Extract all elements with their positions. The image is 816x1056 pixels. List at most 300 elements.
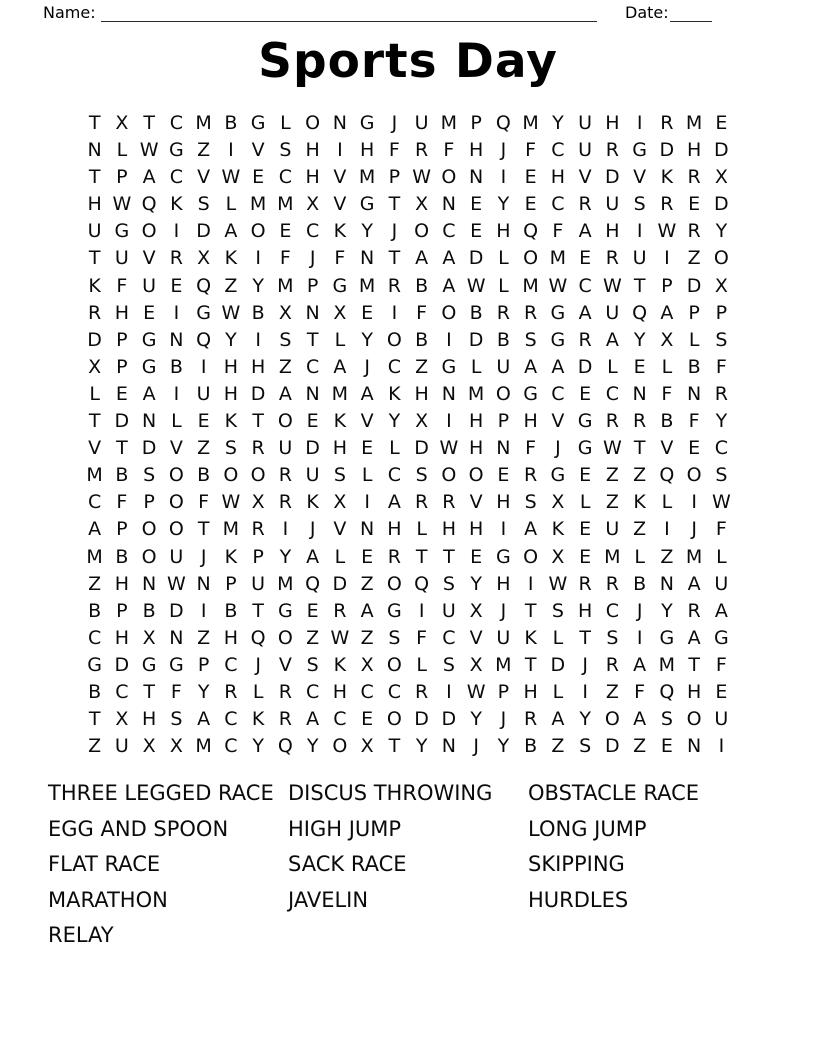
grid-cell: R bbox=[224, 680, 238, 703]
name-label: Name: bbox=[43, 3, 96, 22]
grid-cell: A bbox=[197, 708, 211, 731]
grid-cell: E bbox=[579, 464, 592, 487]
grid-cell: H bbox=[441, 518, 457, 541]
grid-cell: A bbox=[687, 572, 701, 595]
grid-cell: Z bbox=[605, 464, 619, 487]
grid-cell: B bbox=[469, 301, 483, 324]
grid-cell: P bbox=[116, 166, 128, 189]
grid-cell: Y bbox=[715, 410, 728, 433]
grid-cell: X bbox=[714, 166, 728, 189]
grid-cell: O bbox=[441, 301, 457, 324]
grid-cell: C bbox=[305, 355, 320, 378]
grid-cell: P bbox=[470, 112, 482, 134]
grid-cell: I bbox=[582, 680, 588, 703]
grid-cell: N bbox=[142, 572, 157, 595]
grid-cell: O bbox=[386, 653, 402, 676]
grid-cell: D bbox=[87, 328, 102, 351]
grid-cell: L bbox=[552, 680, 564, 703]
grid-cell: E bbox=[197, 410, 210, 433]
grid-cell: T bbox=[524, 653, 537, 676]
grid-cell: F bbox=[416, 301, 428, 324]
grid-cell: M bbox=[86, 545, 103, 568]
grid-cell: A bbox=[605, 328, 619, 351]
grid-cell: R bbox=[687, 166, 701, 189]
grid-cell: O bbox=[468, 464, 484, 487]
grid-cell: S bbox=[579, 735, 592, 758]
grid-cell: Y bbox=[415, 735, 428, 758]
grid-cell: B bbox=[197, 464, 211, 487]
grid-cell: Z bbox=[415, 355, 429, 378]
grid-cell: I bbox=[636, 626, 643, 649]
grid-cell: A bbox=[524, 355, 538, 378]
grid-cell: X bbox=[251, 491, 265, 514]
grid-cell: Y bbox=[715, 220, 728, 243]
grid-cell: N bbox=[360, 247, 375, 270]
grid-cell: S bbox=[660, 708, 673, 731]
grid-cell: V bbox=[169, 437, 183, 460]
grid-cell: I bbox=[636, 220, 643, 243]
grid-cell: J bbox=[309, 518, 316, 541]
grid-cell: A bbox=[442, 247, 456, 270]
grid-cell: P bbox=[225, 572, 237, 595]
grid-cell: K bbox=[388, 382, 401, 405]
grid-cell: Z bbox=[278, 355, 292, 378]
grid-cell: I bbox=[664, 247, 670, 270]
grid-cell: A bbox=[278, 382, 292, 405]
grid-cell: R bbox=[687, 599, 701, 622]
grid-cell: N bbox=[441, 193, 456, 216]
grid-cell: H bbox=[468, 410, 484, 433]
grid-cell: V bbox=[360, 410, 374, 433]
grid-cell: I bbox=[418, 599, 425, 622]
grid-cell: V bbox=[333, 193, 347, 216]
grid-cell: C bbox=[278, 166, 293, 189]
grid-cell: O bbox=[441, 464, 457, 487]
grid-row bbox=[81, 327, 735, 354]
grid-cell: W bbox=[139, 139, 159, 162]
grid-cell: G bbox=[577, 437, 593, 460]
grid-cell: O bbox=[277, 626, 293, 649]
grid-cell: R bbox=[633, 410, 647, 433]
grid-cell: F bbox=[525, 437, 537, 460]
grid-cell: D bbox=[714, 193, 729, 216]
grid-cell: I bbox=[391, 301, 398, 324]
grid-cell: J bbox=[473, 735, 479, 758]
grid-cell: E bbox=[524, 166, 537, 189]
grid-cell: M bbox=[277, 274, 294, 297]
grid-cell: I bbox=[527, 572, 534, 595]
grid-cell: V bbox=[551, 410, 565, 433]
grid-cell: B bbox=[115, 545, 129, 568]
grid-cell: A bbox=[524, 518, 538, 541]
grid-cell: I bbox=[664, 518, 670, 541]
grid-cell: E bbox=[715, 112, 728, 134]
grid-cell: I bbox=[173, 301, 180, 324]
grid-cell: P bbox=[497, 410, 510, 433]
grid-cell: D bbox=[250, 382, 266, 405]
grid-cell: X bbox=[197, 247, 211, 270]
grid-cell: P bbox=[388, 166, 401, 189]
grid-cell: Y bbox=[306, 735, 319, 758]
grid-cell: L bbox=[416, 653, 427, 676]
grid-cell: N bbox=[496, 437, 511, 460]
grid-cell: K bbox=[333, 410, 347, 433]
grid-row bbox=[81, 300, 735, 327]
grid-cell: C bbox=[442, 220, 456, 243]
grid-cell: W bbox=[602, 437, 622, 460]
grid-cell: R bbox=[415, 680, 429, 703]
grid-cell: L bbox=[225, 193, 237, 216]
grid-cell: X bbox=[415, 410, 429, 433]
grid-cell: L bbox=[389, 437, 400, 460]
grid-cell: Z bbox=[605, 491, 619, 514]
grid-cell: W bbox=[221, 491, 241, 514]
grid-cell: O bbox=[713, 247, 729, 270]
grid-cell: C bbox=[387, 680, 402, 703]
grid-cell: X bbox=[415, 193, 429, 216]
grid-cell: E bbox=[579, 518, 592, 541]
grid-cell: O bbox=[523, 545, 539, 568]
grid-cell: O bbox=[686, 708, 702, 731]
grid-cell: L bbox=[171, 410, 182, 433]
grid-cell: A bbox=[633, 708, 647, 731]
grid-cell: V bbox=[660, 437, 674, 460]
grid-cell: E bbox=[361, 301, 374, 324]
grid-cell: E bbox=[660, 735, 673, 758]
grid-cell: I bbox=[446, 410, 452, 433]
grid-cell: Y bbox=[579, 708, 591, 731]
grid-cell: Q bbox=[632, 301, 648, 324]
grid-cell: G bbox=[550, 464, 566, 487]
grid-cell: R bbox=[88, 301, 102, 324]
grid-cell: O bbox=[441, 166, 457, 189]
grid-cell: F bbox=[279, 247, 291, 270]
grid-cell: J bbox=[582, 653, 588, 676]
grid-cell: U bbox=[578, 112, 593, 134]
grid-cell: Z bbox=[88, 735, 102, 758]
grid-cell: H bbox=[496, 572, 511, 595]
grid-cell: T bbox=[88, 410, 101, 433]
grid-cell: I bbox=[718, 735, 725, 758]
grid-cell: A bbox=[142, 382, 156, 405]
grid-cell: G bbox=[359, 112, 375, 134]
grid-cell: D bbox=[441, 708, 457, 731]
grid-cell: T bbox=[388, 247, 401, 270]
grid-cell: E bbox=[306, 599, 319, 622]
grid-cell: L bbox=[280, 112, 291, 134]
grid-cell: M bbox=[222, 518, 240, 541]
grid-cell: A bbox=[714, 599, 728, 622]
grid-cell: Z bbox=[633, 735, 647, 758]
grid-cell: J bbox=[391, 220, 398, 243]
grid-cell: B bbox=[88, 680, 102, 703]
grid-cell: P bbox=[661, 274, 673, 297]
grid-cell: T bbox=[443, 545, 455, 568]
grid-cell: R bbox=[442, 491, 456, 514]
grid-cell: S bbox=[143, 464, 156, 487]
grid-cell: D bbox=[659, 139, 675, 162]
grid-cell: G bbox=[114, 220, 130, 243]
grid-row bbox=[81, 408, 735, 435]
grid-cell: E bbox=[470, 545, 483, 568]
grid-cell: S bbox=[551, 599, 564, 622]
grid-cell: U bbox=[114, 247, 129, 270]
grid-cell: I bbox=[200, 355, 207, 378]
grid-cell: D bbox=[114, 653, 130, 676]
grid-cell: P bbox=[306, 274, 319, 297]
grid-cell: C bbox=[387, 464, 402, 487]
grid-cell: F bbox=[443, 139, 455, 162]
grid-cell: W bbox=[221, 166, 241, 189]
grid-cell: C bbox=[305, 680, 320, 703]
grid-cell: Z bbox=[224, 274, 238, 297]
grid-cell: S bbox=[442, 653, 455, 676]
grid-cell: E bbox=[579, 247, 592, 270]
grid-cell: X bbox=[360, 653, 374, 676]
grid-cell: B bbox=[251, 301, 265, 324]
grid-cell: T bbox=[116, 437, 128, 460]
grid-cell: N bbox=[441, 382, 456, 405]
grid-cell: X bbox=[551, 491, 565, 514]
grid-cell: H bbox=[387, 518, 402, 541]
grid-cell: Y bbox=[361, 220, 373, 243]
grid-cell: G bbox=[550, 328, 566, 351]
grid-cell: B bbox=[224, 112, 238, 134]
grid-cell: K bbox=[660, 166, 674, 189]
grid-cell: R bbox=[387, 274, 401, 297]
grid-cell: H bbox=[332, 680, 348, 703]
grid-cell: J bbox=[500, 599, 507, 622]
grid-cell: U bbox=[114, 735, 129, 758]
grid-cell: M bbox=[604, 545, 621, 568]
word-list-item: MARATHON bbox=[48, 887, 168, 912]
grid-cell: H bbox=[605, 220, 620, 243]
word-list-item: THREE LEGGED RACE bbox=[48, 781, 274, 805]
grid-row bbox=[81, 164, 735, 191]
grid-cell: L bbox=[334, 545, 346, 568]
grid-cell: E bbox=[143, 301, 156, 324]
grid-cell: F bbox=[715, 518, 727, 541]
grid-cell: I bbox=[446, 328, 452, 351]
grid-cell: A bbox=[142, 166, 156, 189]
grid-cell: K bbox=[306, 491, 319, 514]
grid-cell: Z bbox=[360, 626, 374, 649]
grid-cell: C bbox=[551, 139, 565, 162]
grid-cell: A bbox=[360, 382, 374, 405]
grid-cell: M bbox=[195, 735, 212, 758]
grid-cell: X bbox=[306, 193, 320, 216]
grid-cell: A bbox=[306, 708, 320, 731]
grid-cell: P bbox=[116, 518, 128, 541]
grid-cell: P bbox=[116, 599, 128, 622]
grid-cell: F bbox=[661, 382, 673, 405]
grid-cell: J bbox=[200, 545, 207, 568]
grid-cell: I bbox=[636, 112, 643, 134]
grid-cell: V bbox=[88, 437, 102, 460]
grid-cell: A bbox=[306, 545, 320, 568]
grid-cell: L bbox=[607, 355, 618, 378]
grid-cell: H bbox=[605, 112, 620, 134]
grid-row bbox=[81, 137, 735, 164]
grid-cell: R bbox=[687, 220, 701, 243]
grid-cell: R bbox=[251, 437, 265, 460]
grid-cell: B bbox=[524, 735, 538, 758]
grid-cell: Y bbox=[252, 274, 264, 297]
grid-cell: E bbox=[470, 220, 483, 243]
grid-cell: Y bbox=[470, 572, 482, 595]
grid-cell: Y bbox=[470, 708, 482, 731]
grid-cell: Z bbox=[633, 518, 647, 541]
grid-cell: Z bbox=[360, 572, 374, 595]
grid-cell: R bbox=[578, 193, 592, 216]
grid-cell: T bbox=[688, 653, 700, 676]
grid-cell: I bbox=[500, 166, 507, 189]
grid-cell: A bbox=[687, 626, 701, 649]
grid-cell: C bbox=[605, 599, 620, 622]
grid-cell: N bbox=[142, 410, 157, 433]
grid-cell: A bbox=[551, 708, 565, 731]
grid-cell: O bbox=[386, 708, 402, 731]
grid-cell: U bbox=[496, 355, 511, 378]
grid-cell: G bbox=[659, 626, 675, 649]
grid-cell: N bbox=[632, 382, 647, 405]
grid-cell: E bbox=[579, 545, 592, 568]
grid-cell: S bbox=[715, 328, 728, 351]
grid-cell: K bbox=[333, 220, 347, 243]
grid-cell: P bbox=[143, 491, 155, 514]
grid-cell: D bbox=[468, 247, 484, 270]
grid-cell: H bbox=[223, 626, 239, 649]
grid-cell: A bbox=[224, 220, 238, 243]
grid-cell: E bbox=[688, 437, 701, 460]
grid-cell: C bbox=[360, 680, 374, 703]
grid-cell: Q bbox=[495, 112, 511, 134]
grid-cell: J bbox=[500, 139, 507, 162]
grid-cell: Q bbox=[659, 680, 675, 703]
grid-cell: B bbox=[115, 464, 129, 487]
grid-cell: C bbox=[578, 274, 592, 297]
grid-cell: G bbox=[577, 410, 593, 433]
grid-cell: I bbox=[446, 680, 452, 703]
grid-cell: F bbox=[116, 274, 128, 297]
grid-cell: R bbox=[605, 139, 619, 162]
grid-cell: T bbox=[633, 274, 646, 297]
grid-cell: N bbox=[305, 382, 320, 405]
grid-cell: W bbox=[166, 572, 186, 595]
grid-cell: Z bbox=[660, 545, 674, 568]
grid-cell: G bbox=[141, 355, 157, 378]
grid-cell: U bbox=[496, 626, 511, 649]
grid-cell: X bbox=[115, 708, 129, 731]
grid-cell: T bbox=[579, 626, 591, 649]
grid-cell: Y bbox=[361, 328, 373, 351]
grid-cell: W bbox=[112, 193, 132, 216]
grid-row bbox=[81, 571, 735, 598]
grid-cell: S bbox=[524, 491, 537, 514]
grid-cell: E bbox=[252, 166, 265, 189]
word-list-item: HIGH JUMP bbox=[288, 816, 402, 841]
grid-cell: U bbox=[605, 518, 620, 541]
grid-cell: O bbox=[414, 220, 430, 243]
grid-cell: Z bbox=[88, 572, 102, 595]
grid-cell: P bbox=[116, 328, 128, 351]
grid-cell: D bbox=[114, 410, 130, 433]
grid-cell: H bbox=[87, 193, 102, 216]
grid-cell: C bbox=[169, 112, 184, 134]
grid-cell: F bbox=[416, 626, 428, 649]
grid-cell: D bbox=[169, 599, 184, 622]
grid-cell: Y bbox=[497, 735, 510, 758]
grid-cell: F bbox=[388, 139, 400, 162]
grid-cell: W bbox=[548, 274, 568, 297]
grid-cell: L bbox=[416, 518, 427, 541]
grid-cell: G bbox=[441, 355, 457, 378]
grid-cell: X bbox=[551, 545, 565, 568]
grid-cell: I bbox=[691, 491, 697, 514]
grid-cell: K bbox=[333, 653, 347, 676]
grid-cell: K bbox=[224, 410, 238, 433]
grid-cell: M bbox=[522, 274, 539, 297]
grid-cell: N bbox=[360, 518, 375, 541]
grid-cell: N bbox=[332, 112, 347, 134]
grid-row bbox=[81, 652, 735, 679]
grid-row bbox=[81, 354, 735, 381]
grid-cell: S bbox=[633, 193, 646, 216]
grid-cell: S bbox=[224, 437, 237, 460]
grid-cell: I bbox=[255, 328, 261, 351]
grid-cell: W bbox=[221, 301, 241, 324]
grid-cell: Q bbox=[196, 274, 212, 297]
grid-cell: X bbox=[115, 112, 129, 134]
grid-cell: D bbox=[714, 139, 729, 162]
grid-cell: O bbox=[277, 410, 293, 433]
date-label: Date: bbox=[625, 3, 669, 22]
grid-cell: Y bbox=[252, 735, 264, 758]
grid-cell: I bbox=[228, 139, 234, 162]
grid-cell: S bbox=[606, 626, 619, 649]
grid-cell: V bbox=[469, 491, 483, 514]
grid-cell: N bbox=[469, 166, 484, 189]
grid-cell: D bbox=[332, 572, 348, 595]
grid-cell: M bbox=[249, 193, 267, 216]
grid-cell: G bbox=[359, 193, 375, 216]
grid-cell: T bbox=[252, 410, 264, 433]
grid-cell: B bbox=[633, 572, 647, 595]
grid-cell: S bbox=[524, 328, 537, 351]
grid-cell: J bbox=[555, 437, 561, 460]
grid-cell: W bbox=[330, 626, 350, 649]
grid-cell: K bbox=[88, 274, 101, 297]
grid-cell: G bbox=[87, 653, 102, 676]
grid-cell: H bbox=[141, 708, 157, 731]
grid-cell: C bbox=[224, 735, 238, 758]
grid-cell: T bbox=[306, 328, 319, 351]
grid-cell: N bbox=[169, 328, 184, 351]
grid-cell: F bbox=[334, 247, 346, 270]
grid-cell: U bbox=[441, 599, 456, 622]
grid-cell: O bbox=[604, 708, 620, 731]
grid-cell: B bbox=[415, 274, 429, 297]
grid-cell: S bbox=[279, 139, 292, 162]
grid-cell: U bbox=[632, 247, 647, 270]
grid-cell: W bbox=[466, 680, 486, 703]
grid-cell: H bbox=[223, 355, 239, 378]
grid-cell: R bbox=[251, 518, 265, 541]
grid-cell: D bbox=[414, 708, 429, 731]
grid-cell: L bbox=[716, 545, 727, 568]
grid-cell: F bbox=[116, 491, 128, 514]
grid-cell: F bbox=[688, 410, 700, 433]
